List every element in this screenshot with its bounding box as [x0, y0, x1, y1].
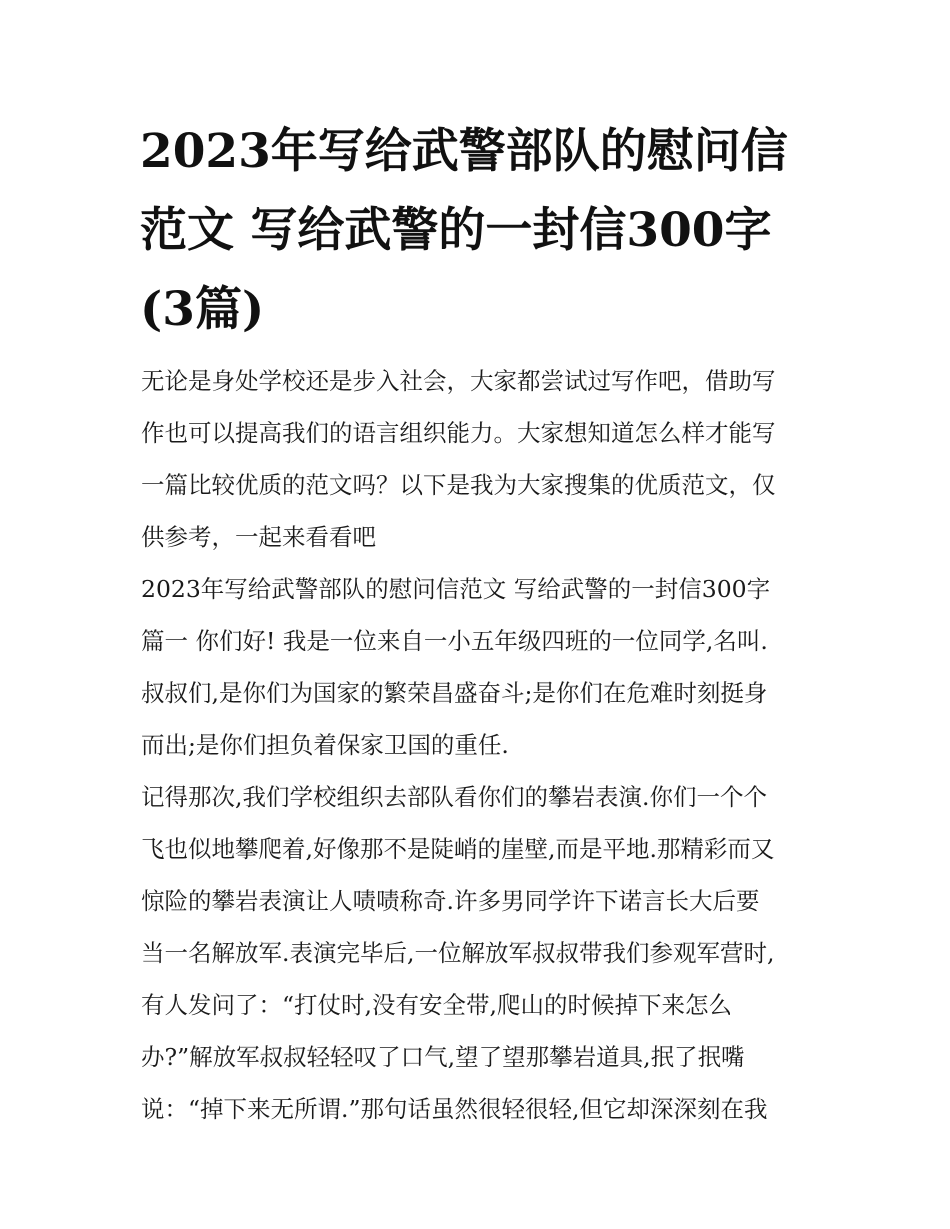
title-line: 2023年写给武警部队的慰问信	[140, 124, 788, 179]
intro-paragraph	[141, 355, 821, 563]
text-line: 说：“掉下来无所谓.”那句话虽然很轻很轻,但它却深深刻在我	[141, 1095, 768, 1123]
text-line: 2023年写给武警部队的慰问信范文 写给武警的一封信300字	[141, 575, 771, 603]
text-line: 无论是身处学校还是步入社会，大家都尝试过写作吧，借助写	[141, 367, 776, 395]
section-paragraph	[141, 563, 821, 771]
title-line: 范文 写给武警的一封信300字	[140, 203, 772, 258]
text-line: 供参考，一起来看看吧	[141, 523, 376, 551]
document-body	[141, 355, 821, 1135]
document-title	[140, 112, 820, 349]
text-line: 当一名解放军.表演完毕后,一位解放军叔叔带我们参观军营时,	[141, 939, 775, 967]
text-line: 惊险的攀岩表演让人啧啧称奇.许多男同学许下诺言长大后要	[141, 887, 760, 915]
text-line: 篇一 你们好! 我是一位来自一小五年级四班的一位同学,名叫.	[141, 627, 768, 655]
story-paragraph	[141, 771, 821, 1135]
text-line: 一篇比较优质的范文吗？以下是我为大家搜集的优质范文，仅	[141, 471, 776, 499]
text-line: 叔叔们,是你们为国家的繁荣昌盛奋斗;是你们在危难时刻挺身	[141, 679, 768, 707]
text-line: 作也可以提高我们的语言组织能力。大家想知道怎么样才能写	[141, 419, 776, 447]
title-line: (3篇)	[140, 282, 265, 337]
text-line: 而出;是你们担负着保家卫国的重任.	[141, 731, 509, 759]
text-line: 办?”解放军叔叔轻轻叹了口气,望了望那攀岩道具,抿了抿嘴	[141, 1043, 745, 1071]
text-line: 飞也似地攀爬着,好像那不是陡峭的崖壁,而是平地.那精彩而又	[141, 835, 775, 863]
text-line: 记得那次,我们学校组织去部队看你们的攀岩表演.你们一个个	[141, 783, 767, 811]
text-line: 有人发问了：“打仗时,没有安全带,爬山的时候掉下来怎么	[141, 991, 732, 1019]
